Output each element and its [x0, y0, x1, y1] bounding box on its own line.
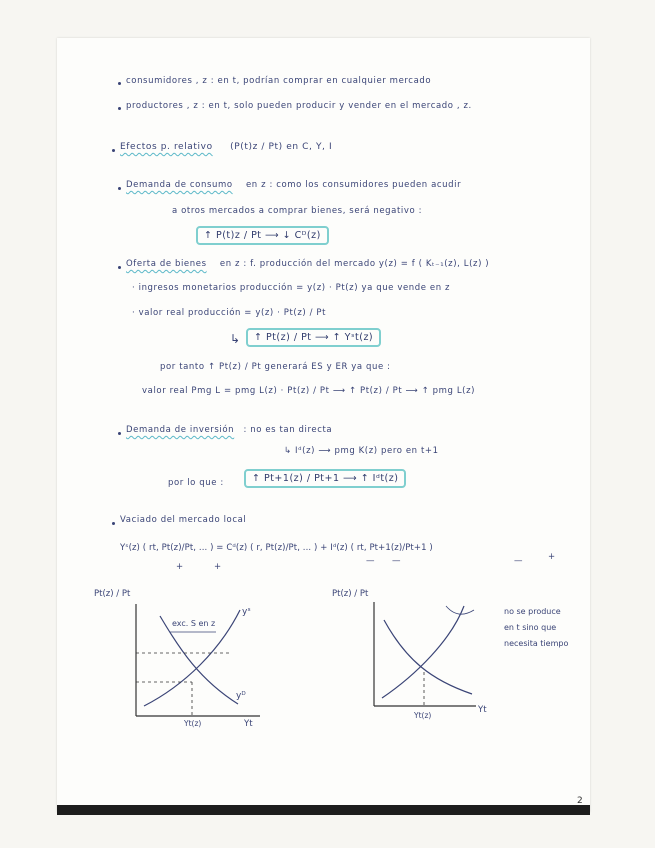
graph2-note-arrow — [446, 606, 474, 614]
heading-oferta-bienes: Oferta de bienes — [126, 259, 207, 269]
graph2-note-line1: no se produce — [504, 607, 561, 616]
bullet — [118, 107, 121, 110]
market-clearing-equation: Yˢ(z) ( rt, Pt(z)/Pt, ... ) = Cᵈ(z) ( r, Pt(z)/Pt, ... ) + Iᵈ(z) ( rt, Pt+1(z)/Pt+1 ) — [120, 543, 433, 553]
graph1-annotation: exc. S en z — [172, 619, 216, 628]
boxed-supply-effect: ↑ Pt(z) / Pt ⟶ ↑ Yˢt(z) — [246, 328, 381, 347]
page-number: 2 — [577, 796, 583, 806]
boxed-consumption-effect: ↑ P(t)z / Pt ⟶ ↓ Cᴰ(z) — [196, 226, 329, 245]
line-pmgl: valor real Pmg L = pmg L(z) · Pt(z) / Pt ⟶ ↑ Pt(z) / Pt ⟶ ↑ pmg L(z) — [142, 386, 476, 396]
efectos-rest: (P(t)z / Pt) en C, Y, I — [230, 142, 333, 152]
graph1-xlabel: Yt — [244, 719, 253, 729]
page-bottom-edge — [57, 805, 590, 815]
line-valor-real: · valor real producción = y(z) · Pt(z) / Pt — [132, 308, 327, 318]
graph2-note-line2: en t sino que — [504, 623, 557, 632]
arrow-return: ↳ — [230, 332, 241, 346]
por-lo-que: por lo que : — [168, 478, 224, 488]
sign-minus: — — [514, 556, 524, 566]
bullet — [112, 149, 115, 152]
graph1-demand-curve — [160, 616, 238, 704]
graph2-supply-curve — [382, 606, 464, 698]
graph-local-market-excess-supply — [90, 580, 280, 730]
graph2-ylabel: Pt(z) / Pt — [332, 589, 369, 599]
graph2-note-line3: necesita tiempo — [504, 639, 569, 648]
graph-supply-shift-over-time — [326, 580, 586, 730]
graph2-demand-curve — [384, 620, 472, 694]
demanda-consumo-rest: en z : como los consumidores pueden acudir — [245, 180, 462, 190]
graph1-ylabel: Pt(z) / Pt — [94, 589, 131, 599]
graph2-xlabel: Yt — [478, 705, 487, 715]
heading-vaciado: Vaciado del mercado local — [120, 515, 247, 525]
line-otros-mercados: a otros mercados a comprar bienes, será negativo : — [172, 206, 423, 216]
line-consumers: consumidores , z : en t, podrían comprar en cualquier mercado — [126, 76, 432, 86]
sign-minus: — — [366, 556, 376, 566]
sign-plus: + — [548, 552, 556, 562]
line-producers: productores , z : en t, solo pueden producir y vender en el mercado , z. — [126, 101, 472, 111]
heading-demanda-consumo: Demanda de consumo — [126, 180, 233, 190]
bullet — [118, 432, 121, 435]
bullet — [118, 266, 121, 269]
line-ingresos: · ingresos monetarios producción = y(z) · Pt(z) ya que vende en z — [132, 283, 451, 293]
heading-efectos: Efectos p. relativo — [120, 142, 213, 152]
sign-plus: + — [176, 562, 184, 572]
inversion-rest: : no es tan directa — [243, 425, 333, 435]
graph2-xtick: Yt(z) — [414, 711, 432, 720]
bullet — [112, 522, 115, 525]
bullet — [118, 82, 121, 85]
boxed-investment-effect: ↑ Pt+1(z) / Pt+1 ⟶ ↑ Iᵈt(z) — [244, 469, 406, 488]
heading-demanda-inversion: Demanda de inversión — [126, 425, 235, 435]
sign-minus: — — [392, 556, 402, 566]
bullet — [118, 187, 121, 190]
sign-plus: + — [214, 562, 222, 572]
graph1-supply-label: yˢ — [242, 607, 251, 617]
line-investment-pmgk: ↳ Iᵈ(z) ⟶ pmg K(z) pero en t+1 — [284, 446, 439, 456]
graph1-xtick: Yt(z) — [184, 719, 202, 728]
oferta-rest: en z : f. producción del mercado y(z) = f ( Kₜ₋₁(z), L(z) ) — [219, 259, 490, 269]
line-por-tanto: por tanto ↑ Pt(z) / Pt generará ES y ER ya que : — [160, 362, 391, 372]
graph1-demand-label: yᴰ — [236, 691, 246, 701]
